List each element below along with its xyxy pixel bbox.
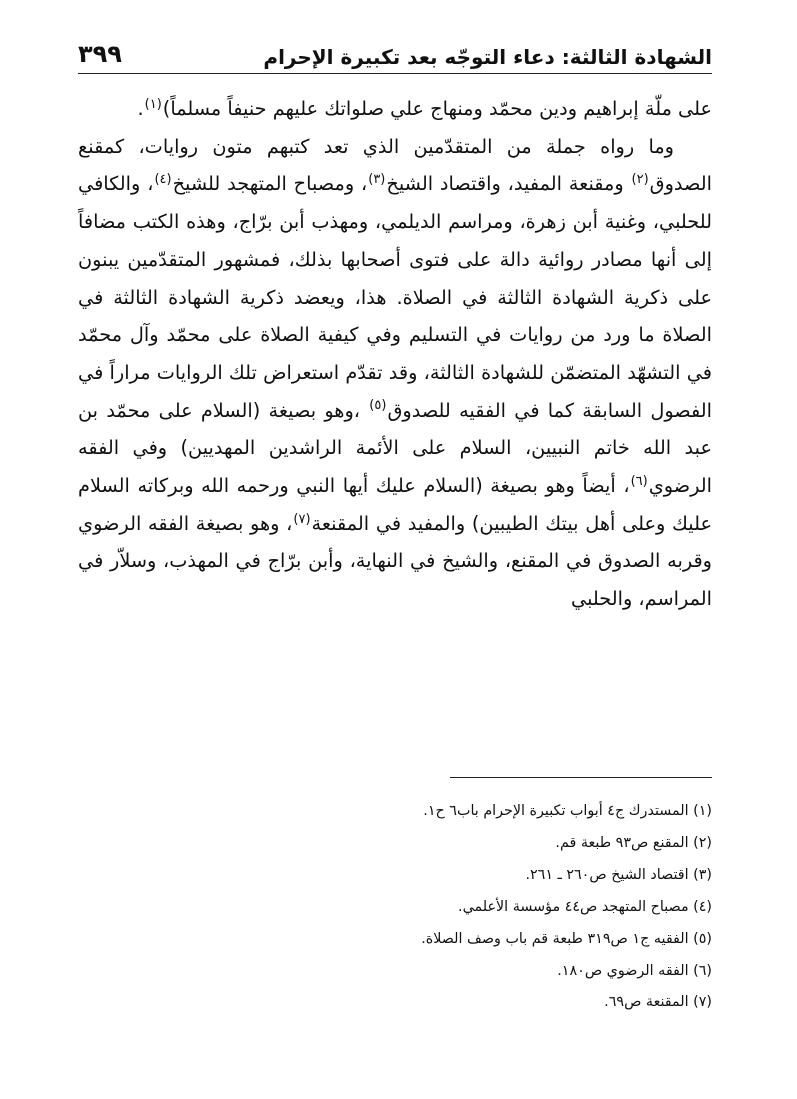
text-run: ، والكافي للحلبي، وغنية أبن زهرة، ومراسم الديلمي، ومهذب أبن برّاج، وهذه الكتب مضافاً إلى أنها مصادر روائية دالة على فتوى أصحابها بذلك، فمشهور المتقدّمين يبنون على ذكرية الشهادة الثالثة في الصلاة. هذا، ويعضد ذكرية الشهادة الثالثة في الصلاة ما ورد من روايات في التسليم وفي كيفية الصلاة على محمّد وآل محمّد في التشهّد المتضمّن للشهادة الثالثة، وقد تقدّم استعراض تلك الروايات مراراً في الفصول السابقة كما في الفقيه للصدوق [78,172,712,422]
page-header [78,28,712,74]
text-run: وما رواه جملة من المتقدّمين الذي تعد كتبهم متون روايات، كمقنع الصدوق [78,134,712,196]
footnote-ref-1: (١) [144,96,162,112]
paragraph-2 [78,128,712,618]
footnote-ref-2: (٢) [631,172,649,188]
footnote-1: (١) المستدرك ج٤ أبواب تكبيرة الإحرام باب٦ ح١. [423,803,712,819]
footnote-separator [450,777,712,778]
footnote-6: (٦) الفقه الرضوي ص١٨٠. [557,962,712,979]
footnote-2: (٢) المقنع ص٩٣ طبعة قم. [555,834,712,851]
footnote-ref-3: (٣) [368,172,386,188]
paragraph-1 [78,90,712,128]
footnote-ref-6: (٦) [630,473,648,489]
main-text [78,90,712,618]
text-run: على ملّة إبراهيم ودين محمّد ومنهاج علي صلواتك عليهم حنيفاً مسلماً) [162,97,712,120]
page-number: ٣٩٩ [78,40,122,69]
footnote-ref-7: (٧) [293,511,311,527]
text-run: ، ومصباح المتهجد للشيخ [172,172,368,196]
footnote-ref-5: (٥) [369,398,387,414]
text-run: ،وهو بصيغة (السلام على محمّد بن عبد الله خاتم النبيين، السلام على الأئمة الراشدين المهديين) وفي الفقه الرضوي [78,398,712,498]
running-title: الشهادة الثالثة: دعاء التوجّه بعد تكبيرة الإحرام [263,45,712,69]
text-run: ، وهو بصيغة الفقه الرضوي وقربه الصدوق في المقنع، والشيخ في النهاية، وأبن برّاج في المهذب، وسلاّر في المراسم، والحلبي [78,511,712,611]
text-run: ومقنعة المفيد، واقتصاد الشيخ [386,172,631,196]
footnote-3: (٣) اقتصاد الشيخ ص٢٦٠ ـ ٢٦١. [525,866,712,883]
footnote-ref-4: (٤) [154,172,172,188]
footnote-7: (٧) المقنعة ص٦٩. [604,994,712,1011]
text-run: ، أيضاً وهو بصيغة (السلام عليك أيها النبي ورحمه الله وبركاته السلام عليك وعلى أهل بيتك الطيبين) والمفيد في المقنعة [78,474,712,535]
text-run: . [137,97,144,120]
footnotes-list [78,796,712,1019]
book-page [78,28,712,1068]
footnote-5: (٥) الفقيه ج١ ص٣١٩ طبعة قم باب وصف الصلاة. [421,930,712,947]
footnote-4: (٤) مصباح المتهجد ص٤٤ مؤسسة الأعلمي. [458,898,712,915]
